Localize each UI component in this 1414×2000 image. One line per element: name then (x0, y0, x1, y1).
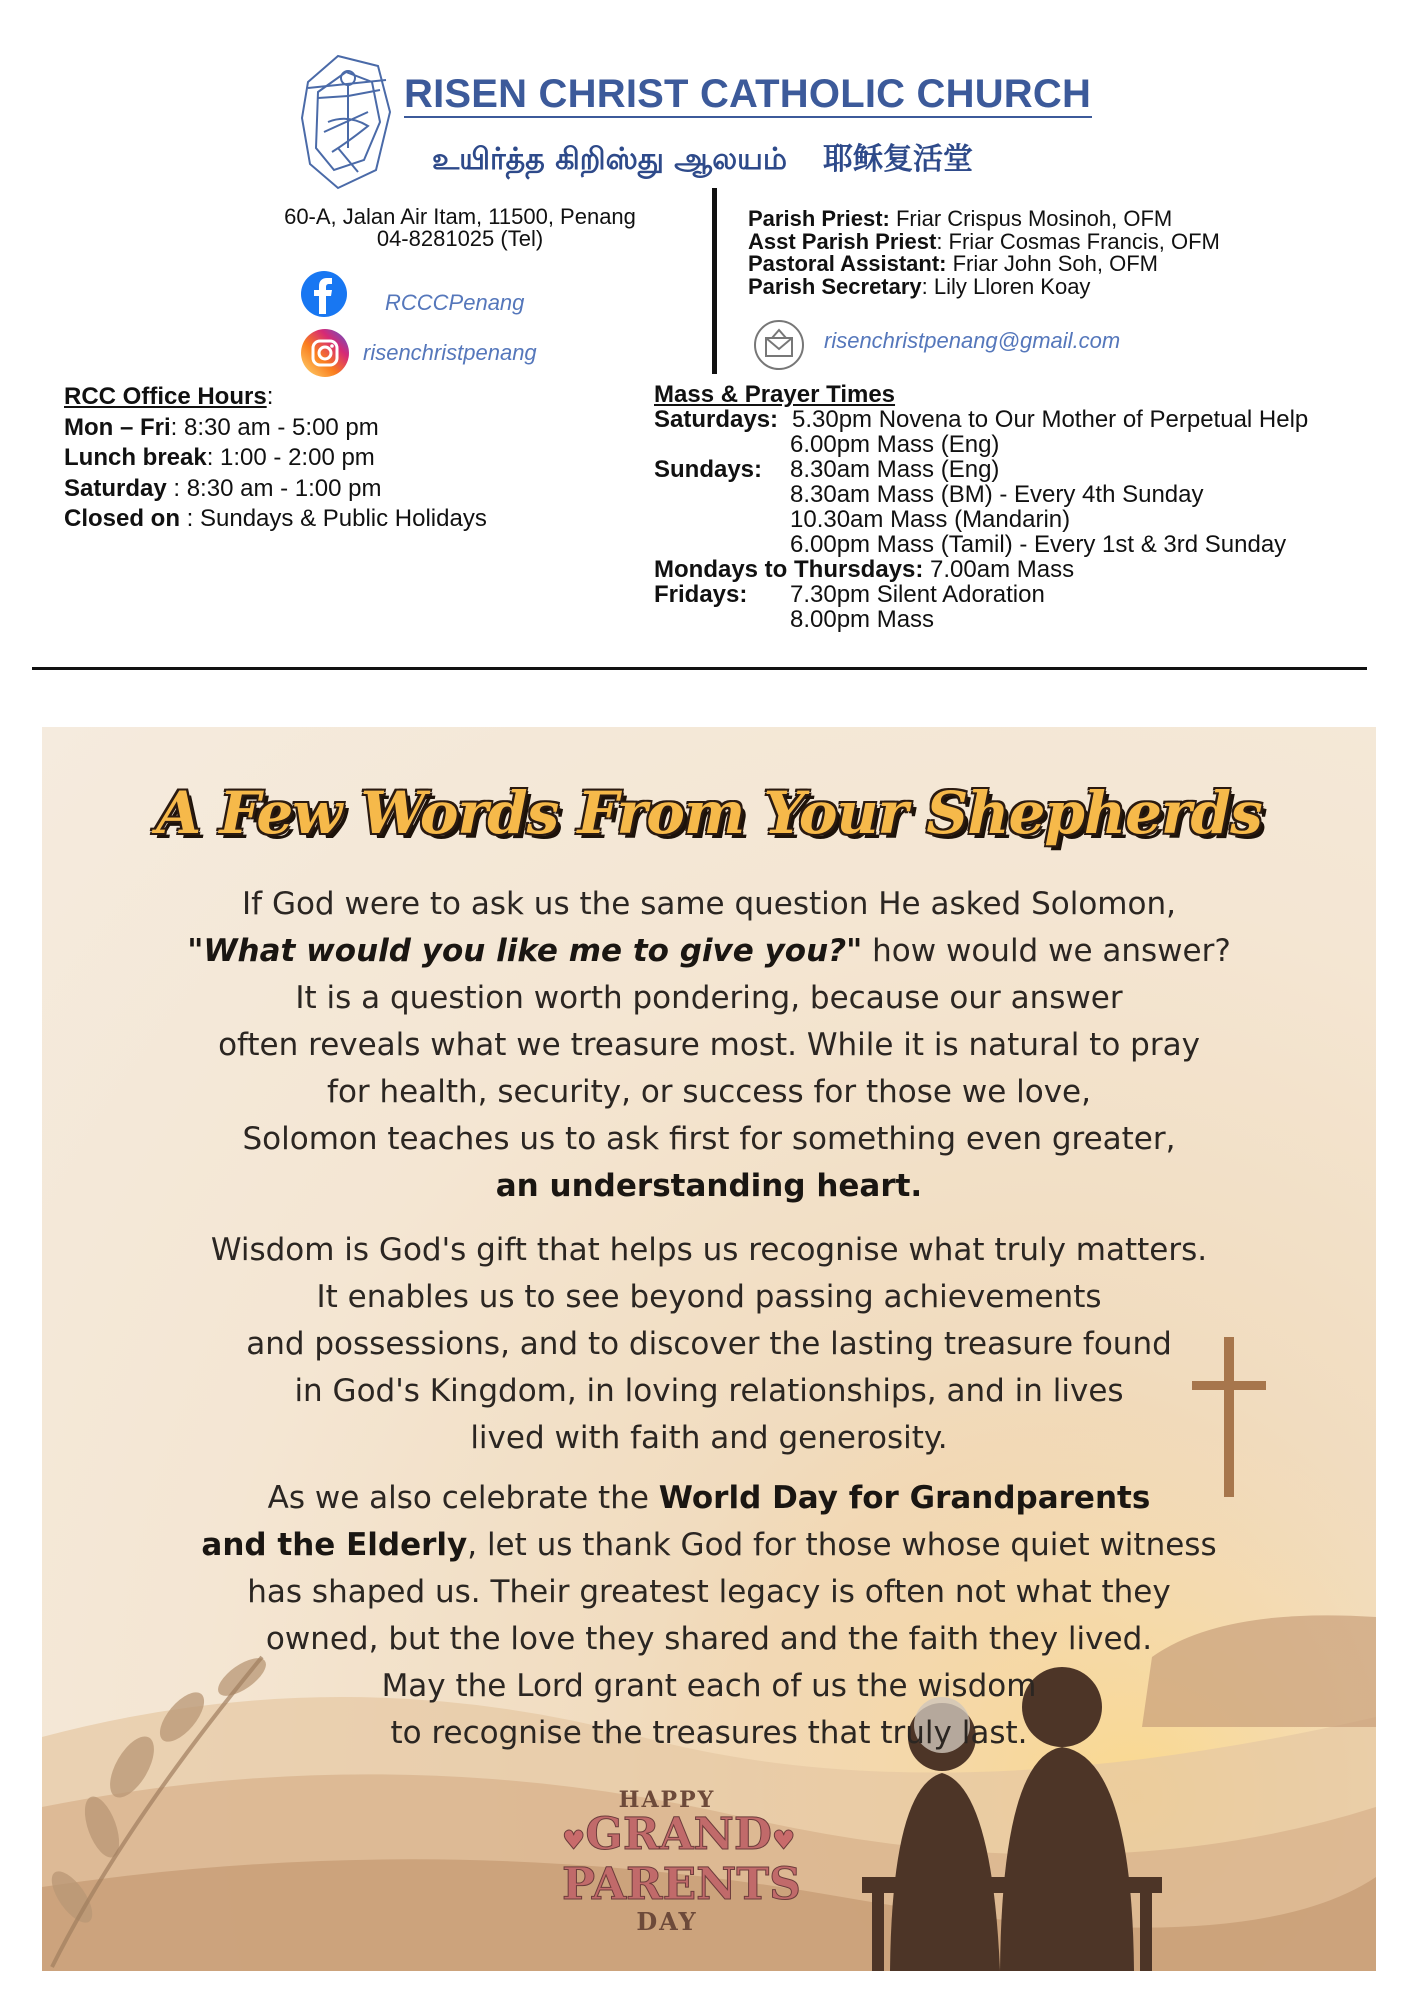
facebook-handle[interactable]: RCCCPenang (385, 290, 525, 315)
church-logo (298, 52, 396, 192)
tamil-name: உயிர்த்த கிறிஸ்து ஆலயம் (432, 142, 787, 177)
mail-icon[interactable] (752, 318, 806, 372)
instagram-handle[interactable]: risenchristpenang (363, 340, 537, 365)
telephone: 04-8281025 (Tel) (376, 226, 544, 251)
horizontal-divider (32, 667, 1367, 670)
staff-list (748, 208, 1220, 298)
facebook-icon[interactable] (300, 270, 348, 318)
address-block (240, 206, 680, 250)
staff-row: Parish Priest: Friar Crispus Mosinoh, OFM (748, 206, 1173, 231)
office-hours-row: Lunch break: 1:00 - 2:00 pm (64, 444, 375, 471)
poster-title: A Few Words From Your Shepherds (156, 779, 1262, 847)
office-hours-row: Mon – Fri: 8:30 am - 5:00 pm (64, 413, 379, 441)
mass-times-heading: Mass & Prayer Times (654, 381, 896, 408)
email-address[interactable]: risenchristpenang@gmail.com (824, 328, 1121, 353)
staff-row: Parish Secretary: Lily Lloren Koay (748, 273, 1091, 299)
address-line: 60-A, Jalan Air Itam, 11500, Penang (284, 204, 636, 229)
church-name: RISEN CHRIST CATHOLIC CHURCH (404, 72, 1092, 116)
poster-paragraph: Wisdom is God's gift that helps us recognise what truly matters. It enables us to see beyond passing achievements and possessions, and to discover the lasting treasure found in God's Kingdom, in loving relationships, and in lives lived with faith and generosity. (210, 1232, 1208, 1456)
grandparents-day-badge: HAPPY ♥GRAND♥ PARENTS DAY (562, 1787, 801, 1936)
poster-paragraph: If God were to ask us the same question He asked Solomon, "What would you like me to give you?" how would we answer? It is a question worth pondering, because our answer often reveals what we treasure most. While it is natural to pray for health, security, or success for those we love, Solomon teaches us to ask first for something even greater, an understanding heart. (187, 886, 1231, 1204)
office-hours-heading: RCC Office Hours: (64, 383, 274, 410)
chinese-name: 耶稣复活堂 (823, 142, 973, 177)
vertical-divider (712, 188, 717, 374)
shepherds-poster (42, 727, 1376, 1971)
heart-icon: ♥ (562, 1826, 586, 1856)
heart-icon: ♥ (771, 1826, 796, 1856)
staff-row: Pastoral Assistant: Friar John Soh, OFM (748, 251, 1158, 276)
instagram-icon[interactable] (300, 328, 350, 378)
staff-row: Asst Parish Priest: Friar Cosmas Francis, OFM (748, 228, 1220, 254)
church-name-underline (404, 116, 1092, 118)
office-hours-row: Saturday : 8:30 am - 1:00 pm (64, 474, 382, 502)
office-hours (64, 382, 487, 535)
church-alt-names (432, 134, 973, 181)
office-hours-row: Closed on : Sundays & Public Holidays (64, 505, 487, 532)
poster-paragraph: As we also celebrate the World Day for Grandparents and the Elderly, let us thank God for those whose quiet witness has shaped us. Their greatest legacy is often not what they owned, but the love they shared and the faith they lived. May the Lord grant each of us the wisdom to recognise the treasures that truly last. (201, 1480, 1217, 1751)
